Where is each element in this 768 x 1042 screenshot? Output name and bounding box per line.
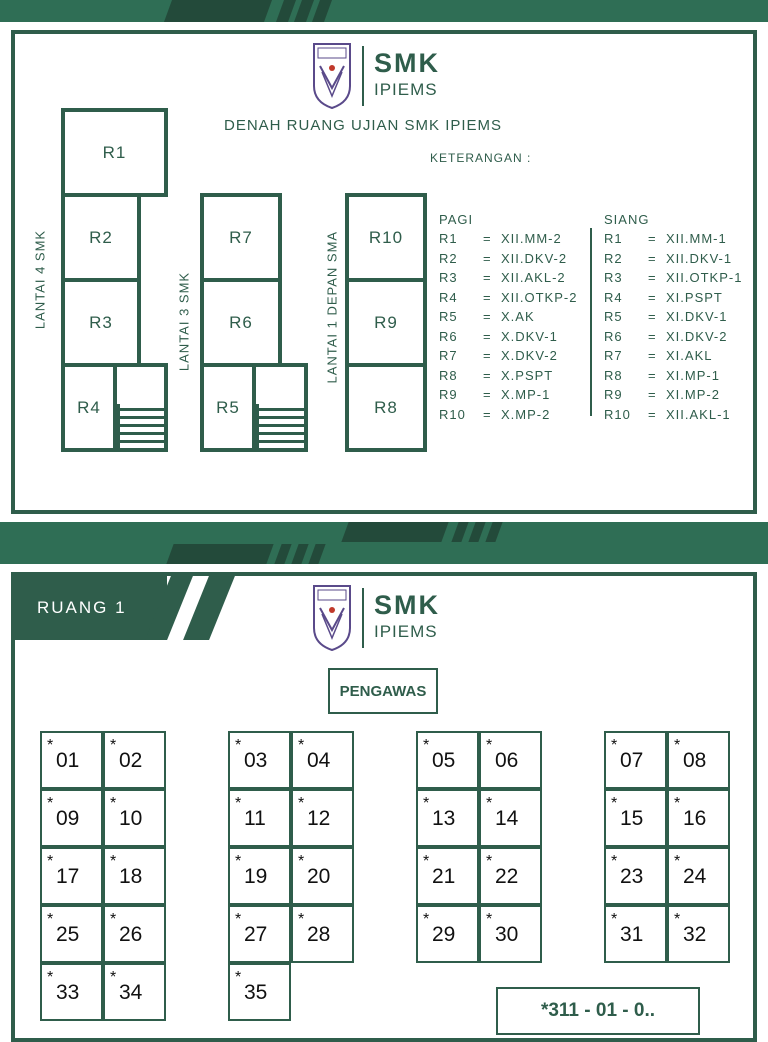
seat bbox=[479, 847, 542, 905]
seat bbox=[228, 789, 291, 847]
legend-cls: XII.MM-2 bbox=[501, 231, 562, 246]
legend-cls: X.DKV-2 bbox=[501, 348, 558, 363]
legend-room: R2 bbox=[439, 250, 458, 266]
seat-number: 14 bbox=[495, 807, 519, 830]
legend-room: R5 bbox=[604, 309, 623, 324]
seat-asterisk: * bbox=[110, 969, 117, 986]
seat bbox=[667, 731, 730, 789]
legend-divider bbox=[590, 228, 592, 416]
legend-row bbox=[439, 346, 589, 366]
seat-asterisk: * bbox=[486, 737, 493, 754]
legend-siang-title: SIANG bbox=[604, 212, 650, 227]
room-tag: RUANG 1 bbox=[15, 576, 167, 640]
seat-number: 23 bbox=[620, 865, 644, 888]
seat bbox=[479, 905, 542, 963]
seat bbox=[40, 789, 103, 847]
legend-eq: = bbox=[648, 348, 657, 363]
logo-ipiems-text: IPIEMS bbox=[374, 622, 438, 641]
seat-number: 07 bbox=[620, 749, 644, 772]
legend-cls: XII.AKL-2 bbox=[501, 270, 566, 285]
logo-smk-text: SMK bbox=[374, 48, 440, 78]
legend-room: R1 bbox=[439, 231, 458, 246]
legend-room: R6 bbox=[604, 328, 623, 344]
seat bbox=[291, 731, 354, 789]
seat bbox=[291, 847, 354, 905]
shield-icon bbox=[312, 42, 352, 110]
legend-pagi-title: PAGI bbox=[439, 212, 474, 227]
room-r3: R3 bbox=[61, 278, 141, 367]
legend-eq: = bbox=[483, 231, 492, 246]
legend-eq: = bbox=[483, 250, 492, 266]
seat-number: 18 bbox=[119, 865, 143, 888]
seat-asterisk: * bbox=[235, 911, 242, 928]
legend-row bbox=[604, 307, 754, 327]
room-r6: R6 bbox=[200, 278, 282, 367]
legend-eq: = bbox=[483, 406, 492, 422]
seat-asterisk: * bbox=[235, 795, 242, 812]
seat bbox=[228, 963, 291, 1021]
seat-number: 22 bbox=[495, 865, 519, 888]
seat-number: 27 bbox=[244, 923, 268, 946]
seat bbox=[103, 731, 166, 789]
legend-siang bbox=[604, 210, 754, 424]
room-r2: R2 bbox=[61, 193, 141, 282]
legend-title: KETERANGAN : bbox=[430, 151, 532, 165]
seat bbox=[667, 847, 730, 905]
seat-asterisk: * bbox=[423, 795, 430, 812]
legend-eq: = bbox=[483, 367, 492, 383]
school-logo bbox=[312, 42, 462, 114]
legend-eq: = bbox=[483, 309, 492, 324]
seat-number: 20 bbox=[307, 865, 331, 888]
legend-eq: = bbox=[648, 309, 657, 324]
seat-asterisk: * bbox=[674, 853, 681, 870]
seat-asterisk: * bbox=[47, 969, 54, 986]
seat bbox=[103, 847, 166, 905]
seat-number: 02 bbox=[119, 749, 143, 772]
room-r10: R10 bbox=[345, 193, 427, 282]
room-r4: R4 bbox=[61, 363, 117, 452]
legend-eq: = bbox=[483, 328, 492, 344]
legend-eq: = bbox=[483, 348, 492, 363]
floor-label-4: LANTAI 4 SMK bbox=[32, 229, 48, 330]
legend-room: R4 bbox=[439, 289, 458, 305]
legend-row bbox=[439, 366, 589, 386]
legend-eq: = bbox=[483, 270, 492, 285]
legend-row bbox=[439, 307, 589, 327]
seat bbox=[40, 905, 103, 963]
legend-eq: = bbox=[648, 406, 657, 422]
seat-asterisk: * bbox=[47, 737, 54, 754]
legend-row bbox=[604, 229, 754, 249]
legend-cls: XI.DKV-2 bbox=[666, 328, 728, 344]
seat bbox=[291, 905, 354, 963]
seat-asterisk: * bbox=[110, 795, 117, 812]
seat-asterisk: * bbox=[235, 853, 242, 870]
seat-number: 35 bbox=[244, 981, 268, 1004]
legend-cls: XII.OTKP-1 bbox=[666, 270, 743, 285]
plan-title: DENAH RUANG UJIAN SMK IPIEMS bbox=[224, 117, 503, 134]
legend-room: R9 bbox=[604, 387, 623, 402]
seat bbox=[604, 847, 667, 905]
seat-asterisk: * bbox=[674, 737, 681, 754]
room-r9: R9 bbox=[345, 278, 427, 367]
legend-eq: = bbox=[483, 387, 492, 402]
seat bbox=[416, 731, 479, 789]
seat-number: 15 bbox=[620, 807, 644, 830]
legend-pagi bbox=[439, 210, 589, 424]
seat-asterisk: * bbox=[423, 911, 430, 928]
seat-number: 32 bbox=[683, 923, 707, 946]
legend-room: R2 bbox=[604, 250, 623, 266]
seat bbox=[479, 789, 542, 847]
legend-cls: XI.DKV-1 bbox=[666, 309, 728, 324]
legend-cls: X.MP-1 bbox=[501, 387, 551, 402]
seat-number: 31 bbox=[620, 923, 644, 946]
legend-row bbox=[604, 346, 754, 366]
legend-room: R8 bbox=[604, 367, 623, 383]
legend-cls: XI.MP-1 bbox=[666, 367, 720, 383]
legend-room: R3 bbox=[439, 270, 458, 285]
top-band-accent bbox=[164, 0, 272, 22]
seat-asterisk: * bbox=[611, 795, 618, 812]
floor-label-1: LANTAI 1 DEPAN SMA bbox=[324, 230, 340, 384]
room-r7: R7 bbox=[200, 193, 282, 282]
legend-row bbox=[604, 327, 754, 347]
legend-eq: = bbox=[483, 289, 492, 305]
middle-band-accent bbox=[341, 522, 448, 542]
legend-cls: XII.MM-1 bbox=[666, 231, 727, 246]
seat-asterisk: * bbox=[110, 853, 117, 870]
seat-number: 16 bbox=[683, 807, 707, 830]
room-r5: R5 bbox=[200, 363, 256, 452]
seat-number: 01 bbox=[56, 749, 80, 772]
logo-ipiems-text: IPIEMS bbox=[374, 80, 438, 99]
seat bbox=[479, 731, 542, 789]
seat-number: 10 bbox=[119, 807, 143, 830]
legend-cls: XII.DKV-1 bbox=[666, 250, 733, 266]
legend-row bbox=[439, 327, 589, 347]
legend-row bbox=[604, 249, 754, 269]
seat-asterisk: * bbox=[298, 853, 305, 870]
legend-cls: XI.MP-2 bbox=[666, 387, 720, 402]
seat bbox=[103, 905, 166, 963]
seat bbox=[40, 731, 103, 789]
room-r8: R8 bbox=[345, 363, 427, 452]
seat bbox=[667, 905, 730, 963]
seat-number: 29 bbox=[432, 923, 456, 946]
legend-cls: XI.AKL bbox=[666, 348, 713, 363]
seat-number: 25 bbox=[56, 923, 80, 946]
seat-number: 09 bbox=[56, 807, 80, 830]
top-band bbox=[0, 0, 768, 22]
legend-room: R6 bbox=[439, 328, 458, 344]
seat-number: 03 bbox=[244, 749, 268, 772]
legend-cls: XII.OTKP-2 bbox=[501, 289, 578, 305]
legend-cls: XII.AKL-1 bbox=[666, 406, 731, 422]
seat bbox=[103, 963, 166, 1021]
legend-cls: X.MP-2 bbox=[501, 406, 551, 422]
seat-asterisk: * bbox=[110, 911, 117, 928]
stairs-icon bbox=[117, 404, 164, 448]
seat-asterisk: * bbox=[611, 853, 618, 870]
legend-room: R10 bbox=[439, 406, 466, 422]
seat-number: 06 bbox=[495, 749, 519, 772]
seat-number: 19 bbox=[244, 865, 268, 888]
seat bbox=[604, 731, 667, 789]
seat bbox=[40, 847, 103, 905]
legend-eq: = bbox=[648, 231, 657, 246]
seat-asterisk: * bbox=[47, 853, 54, 870]
seat-number: 08 bbox=[683, 749, 707, 772]
seat bbox=[228, 731, 291, 789]
logo-divider bbox=[362, 588, 364, 648]
seat bbox=[228, 905, 291, 963]
seat-asterisk: * bbox=[486, 853, 493, 870]
seat-asterisk: * bbox=[47, 911, 54, 928]
seat bbox=[667, 789, 730, 847]
middle-band-accent bbox=[166, 544, 273, 564]
legend-room: R8 bbox=[439, 367, 458, 383]
legend-eq: = bbox=[648, 270, 657, 285]
seat-number: 17 bbox=[56, 865, 80, 888]
seat-number: 26 bbox=[119, 923, 143, 946]
school-logo bbox=[312, 584, 462, 656]
legend-eq: = bbox=[648, 328, 657, 344]
seat-asterisk: * bbox=[235, 969, 242, 986]
seat-number: 21 bbox=[432, 865, 456, 888]
supervisor-desk: PENGAWAS bbox=[328, 668, 438, 714]
seat-asterisk: * bbox=[47, 795, 54, 812]
seat-number: 12 bbox=[307, 807, 331, 830]
legend-eq: = bbox=[648, 250, 657, 266]
legend-row bbox=[439, 229, 589, 249]
legend-eq: = bbox=[648, 387, 657, 402]
legend-eq: = bbox=[648, 367, 657, 383]
shield-icon bbox=[312, 584, 352, 652]
legend-room: R3 bbox=[604, 270, 623, 285]
seat bbox=[291, 789, 354, 847]
room-r1: R1 bbox=[61, 108, 168, 197]
seat-number: 28 bbox=[307, 923, 331, 946]
legend-room: R7 bbox=[439, 348, 458, 363]
legend-row bbox=[439, 268, 589, 288]
legend-room: R5 bbox=[439, 309, 458, 324]
seat-number: 24 bbox=[683, 865, 707, 888]
legend-cls: XI.PSPT bbox=[666, 289, 723, 305]
seat-asterisk: * bbox=[486, 911, 493, 928]
legend-room: R10 bbox=[604, 406, 631, 422]
legend-cls: X.PSPT bbox=[501, 367, 554, 383]
seat bbox=[103, 789, 166, 847]
seat-asterisk: * bbox=[611, 737, 618, 754]
legend-row bbox=[604, 268, 754, 288]
seat-asterisk: * bbox=[298, 911, 305, 928]
legend-cls: XII.DKV-2 bbox=[501, 250, 568, 266]
legend-row bbox=[604, 385, 754, 405]
seat-number: 11 bbox=[244, 807, 266, 830]
seat-asterisk: * bbox=[298, 737, 305, 754]
seat bbox=[416, 789, 479, 847]
legend-room: R4 bbox=[604, 289, 623, 305]
seat-number: 05 bbox=[432, 749, 456, 772]
legend-row bbox=[439, 405, 589, 425]
seat bbox=[40, 963, 103, 1021]
legend-row bbox=[604, 405, 754, 425]
seat-number: 04 bbox=[307, 749, 331, 772]
legend-row bbox=[439, 385, 589, 405]
legend-room: R1 bbox=[604, 231, 623, 246]
seat bbox=[604, 789, 667, 847]
seat-asterisk: * bbox=[423, 853, 430, 870]
seat bbox=[228, 847, 291, 905]
seat-number: 13 bbox=[432, 807, 456, 830]
seat-number: 34 bbox=[119, 981, 143, 1004]
seat-asterisk: * bbox=[611, 911, 618, 928]
legend-cls: X.AK bbox=[501, 309, 535, 324]
seat-asterisk: * bbox=[110, 737, 117, 754]
floor-label-3: LANTAI 3 SMK bbox=[176, 271, 192, 372]
legend-row bbox=[604, 288, 754, 308]
exam-code: *311 - 01 - 0.. bbox=[496, 987, 700, 1035]
legend-room: R7 bbox=[604, 348, 623, 363]
logo-smk-text: SMK bbox=[374, 590, 440, 620]
legend-eq: = bbox=[648, 289, 657, 305]
seat bbox=[416, 847, 479, 905]
seat-number: 33 bbox=[56, 981, 80, 1004]
seat-number: 30 bbox=[495, 923, 519, 946]
seat-asterisk: * bbox=[423, 737, 430, 754]
seat-asterisk: * bbox=[235, 737, 242, 754]
legend-row bbox=[604, 366, 754, 386]
legend-room: R9 bbox=[439, 387, 458, 402]
seat-asterisk: * bbox=[298, 795, 305, 812]
seat-asterisk: * bbox=[486, 795, 493, 812]
seat bbox=[604, 905, 667, 963]
legend-cls: X.DKV-1 bbox=[501, 328, 558, 344]
seat bbox=[416, 905, 479, 963]
seat-asterisk: * bbox=[674, 911, 681, 928]
seat-asterisk: * bbox=[674, 795, 681, 812]
logo-divider bbox=[362, 46, 364, 106]
legend-row bbox=[439, 288, 589, 308]
stairs-icon bbox=[256, 404, 304, 448]
legend-row bbox=[439, 249, 589, 269]
